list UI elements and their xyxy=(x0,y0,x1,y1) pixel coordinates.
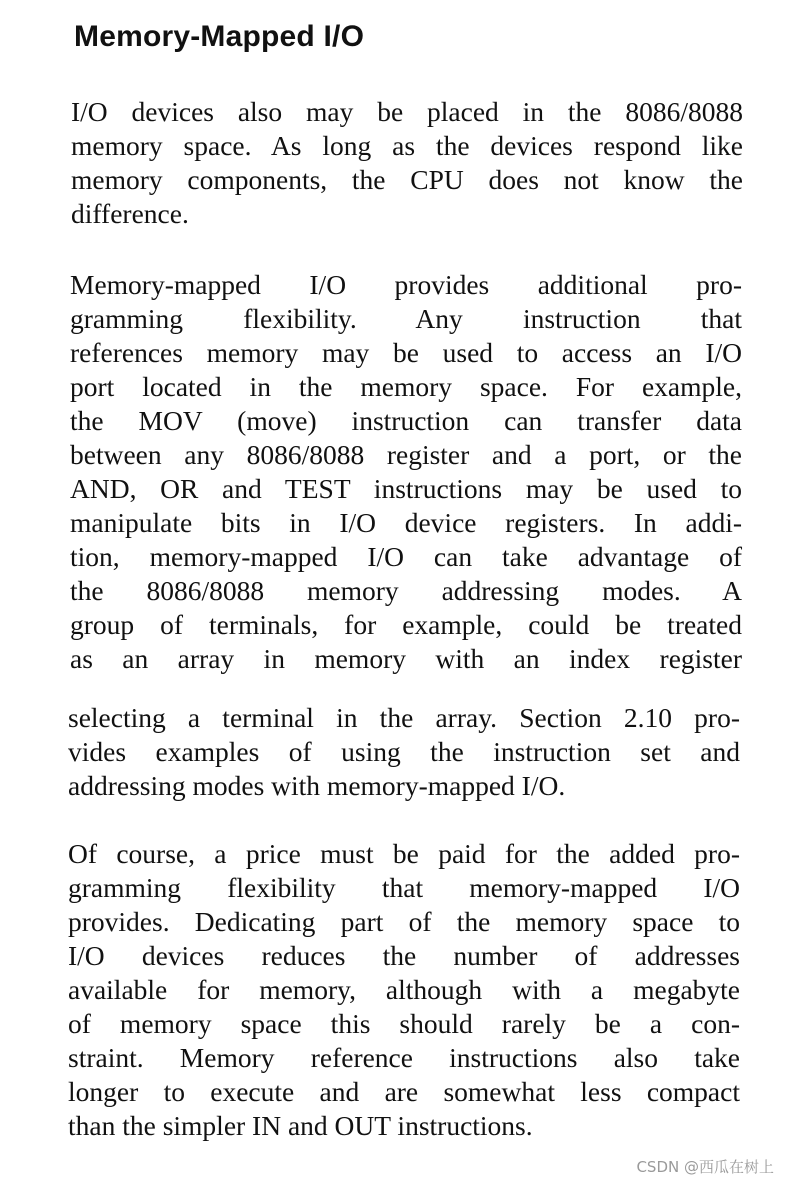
text-line: memory space. As long as the devices respond like xyxy=(71,130,743,161)
text-line: I/O devices also may be placed in the 8086/8088 xyxy=(71,96,743,127)
text-line: tion, memory-mapped I/O can take advantage of xyxy=(70,541,742,572)
text-line: the MOV (move) instruction can transfer data xyxy=(70,405,742,436)
paragraph-3 xyxy=(68,701,740,803)
text-line: manipulate bits in I/O device registers. In addi- xyxy=(70,507,742,538)
text-line: memory components, the CPU does not know the xyxy=(71,164,743,195)
text-line: I/O devices reduces the number of addresses xyxy=(68,940,740,971)
text-line: than the simpler IN and OUT instructions. xyxy=(68,1110,533,1141)
text-line: between any 8086/8088 register and a port, or the xyxy=(70,439,742,470)
text-line: port located in the memory space. For example, xyxy=(70,371,742,402)
text-line: difference. xyxy=(71,198,189,229)
text-line: selecting a terminal in the array. Section 2.10 pro- xyxy=(68,702,740,733)
text-line: of memory space this should rarely be a con- xyxy=(68,1008,740,1039)
paragraph-4 xyxy=(68,837,740,1143)
text-line: group of terminals, for example, could be treated xyxy=(70,609,742,640)
text-line: longer to execute and are somewhat less compact xyxy=(68,1076,740,1107)
text-line: Memory-mapped I/O provides additional pro- xyxy=(70,269,742,300)
paragraph-2 xyxy=(70,268,742,676)
text-line: AND, OR and TEST instructions may be used to xyxy=(70,473,742,504)
text-line: vides examples of using the instruction set and xyxy=(68,736,740,767)
section-heading: Memory-Mapped I/O xyxy=(74,20,365,53)
text-line: provides. Dedicating part of the memory space to xyxy=(68,906,740,937)
text-line: as an array in memory with an index register xyxy=(70,643,742,674)
paragraph-1 xyxy=(71,95,743,231)
text-line: references memory may be used to access an I/O xyxy=(70,337,742,368)
text-line: gramming flexibility. Any instruction that xyxy=(70,303,742,334)
text-line: gramming flexibility that memory-mapped I/O xyxy=(68,872,740,903)
text-line: straint. Memory reference instructions also take xyxy=(68,1042,740,1073)
text-line: addressing modes with memory-mapped I/O. xyxy=(68,770,566,801)
text-line: available for memory, although with a megabyte xyxy=(68,974,740,1005)
text-line: the 8086/8088 memory addressing modes. A xyxy=(70,575,742,606)
text-line: Of course, a price must be paid for the added pro- xyxy=(68,838,740,869)
watermark: CSDN @西瓜在树上 xyxy=(636,1158,774,1176)
